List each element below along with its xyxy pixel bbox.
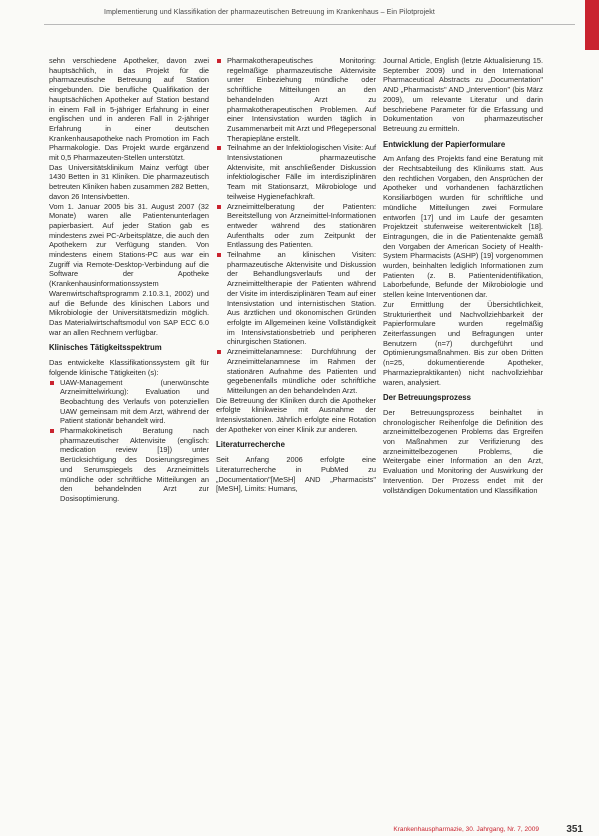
paragraph: Der Betreuungsprozess beinhaltet in chronologischer Reihenfolge die Definition des arzneimittelbezogenen Problems das Ergreifen von Maßnahmen zur Verifizierung des arzneimittelbezogenen Problems, die Weitergabe einer Information an den Arzt, Evaluation und Monitoring der Auswirkung der Intervention. Der Prozess endet mit der vollständigen Dokumentation und Klassifikation xyxy=(383,407,543,495)
paragraph: sehn verschiedene Apotheker, davon zwei hauptsächlich, in das Projekt für die pharmazeutische Betreuung auf Station eingebunden. Die berufliche Qualifikation der hauptsächlichen Apotheker auf Station bestand in einem Fall in 5-jähriger Erfahrung in einer englischen und in anderen Fall in 2-jähriger Erfahrung in einer deutschen Krankenhausapotheke nach Promotion im Fach Pharmakologie. Das Projekt wurde ergänzend mit 0,5 Pharmazeuten-Stellen unterstützt. xyxy=(49,56,209,163)
paragraph: Seit Anfang 2006 erfolgte eine Literaturrecherche in PubMed zu „Documentation"[MeSH] AND „Pharmacists"[MeSH], Limits: Humans, xyxy=(216,455,376,494)
bullet-list xyxy=(216,56,376,396)
page-footer xyxy=(0,826,599,836)
text-column-1 xyxy=(49,56,209,504)
paragraph: Das entwickelte Klassifikationssystem gilt für folgende klinische Tätigkeiten (s): xyxy=(49,358,209,377)
section-heading: Entwicklung der Papierformulare xyxy=(383,139,506,149)
list-item: Pharmakokinetisch Beratung nach pharmazeutischer Aktenvisite (englisch: medication review [19]) unter Berücksichtigung des Dosierungsregimes und Serumspiegels des Arzneimittels mündliche oder schriftliche Mitteilungen an den behandelnden Arzt zur Dosisoptimierung. xyxy=(49,426,209,504)
journal-citation: Krankenhauspharmazie, 30. Jahrgang, Nr. 7, 2009 xyxy=(393,826,539,833)
paragraph: Das Universitätsklinikum Mainz verfügt über 1430 Betten in 31 Kliniken. Die pharmazeutisch betreuten Kliniken haben zusammen 282 Betten, davon 26 Intensivbetten. xyxy=(49,162,209,201)
section-tab-marker xyxy=(585,0,599,50)
list-item: Teilnahme an klinischen Visiten: pharmazeutische Aktenvisite und Diskussion der Behandlungsverlaufs und der Arzneimitteltherapie der Patienten während der Visite im interdisziplinären Team auf einer Intensivstation und internistischen Station. Aus ärztlichen und ökonomischen Gründen erfolgte im Allgemeinen keine Vollständigkeit im Intensivstationsbetrieb und peripheren chirurgischen Stationen. xyxy=(216,250,376,347)
page-number: 351 xyxy=(566,824,583,835)
paragraph: Journal Article, English (letzte Aktualisierung 15. September 2009) und in den International Pharmaceutical Abstracts zu „Documentation" AND „Pharmacists" AND „Intervention" (bis März 2009), um relevante Literatur und darin beschriebene Parameter für die Erfassung und Dokumentation von pharmazeutischer Betreuung zu ermitteln. xyxy=(383,56,543,133)
paragraph: Zur Ermittlung der Übersichtlichkeit, Strukturiertheit und Nachvollziehbarkeit der Papierformulare wurden regelmäßig Zeiterfassungen und Befragungen unter Benutzern (n=7) durchgeführt und Optimierungsmaßnahmen. Bis zur oben Dritten (n=25, dokumentierende Apotheker, Pharmaziepraktikanten) nicht nachvollziehbar waren, analysiert. xyxy=(383,299,543,387)
paragraph: Vom 1. Januar 2005 bis 31. August 2007 (32 Monate) waren alle Patientenunterlagen papierbasiert. Auf jeder Station gab es mindestens zwei PC-Arbeitsplätze, die auch den Apothekern zur Verfügung standen. Von mindestens einem Stations-PC aus war ein Zugriff via Remote-Desktop-Verbindung auf die Software der Apotheke (Krankenhausinformationssystem Warenwirtschaftsprogramm 2.10.3.1, 2002) und auf die Befunde des klinischen Labors und Mikrobiologie der Universitätsmedizin möglich. Das Materialwirtschaftsmodul von SAP ECC 6.0 war an allen Rechnern verfügbar. xyxy=(49,201,209,337)
section-heading: Klinisches Tätigkeitsspektrum xyxy=(49,343,162,353)
header-rule xyxy=(44,24,575,25)
list-item: Pharmakotherapeutisches Monitoring: regelmäßige pharmazeutische Aktenvisite unter Einbeziehung mündliche oder schriftliche Mitteilungen an den behandelnden Arzt zu pharmakotherapeutischen Problemen. Auf einer Intensivstation wurden täglich in Zusammenarbeit mit Arzt und Pflegepersonal Therapiepläne erstellt. xyxy=(216,56,376,143)
section-heading: Der Betreuungsprozess xyxy=(383,393,471,403)
list-item: UAW-Management (unerwünschte Arzneimittelwirkung): Evaluation und Beobachtung des Verlaufs von potenziellen UAW gemeinsam mit dem Arzt, während der Patient stationär behandelt wird. xyxy=(49,378,209,427)
bullet-list xyxy=(49,378,209,504)
section-heading: Literaturrecherche xyxy=(216,440,285,450)
page-header xyxy=(0,0,599,40)
running-title: Implementierung und Klassifikation der pharmazeutischen Betreuung im Krankenhaus – Ein Pilotprojekt xyxy=(104,9,435,16)
text-column-3 xyxy=(383,56,543,495)
list-item: Arzneimittelberatung der Patienten: Bereitstellung von Arzneimittel-Informationen entweder während des stationären Aufenthalts oder zum Zeitpunkt der Entlassung des Patienten. xyxy=(216,202,376,251)
text-column-2 xyxy=(216,56,376,494)
paragraph: Am Anfang des Projekts fand eine Beratung mit der Rechtsabteilung des Klinikums statt. Aus den rechtlichen Vorgaben, den Ansprüchen der Apotheker und vorhandenen fachärztlichen Konsiliarbögen wurden für schriftliche und mündliche Mitteilungen zwei Formulare entworfen [17] und im Laufe der gesamten Projektzeit stufenweise weiterentwickelt [18]. Eintragungen, die in die Patientenakte gemäß den Vorgaben der American Society of Health-System Pharmacists (ASHP) [19] vorgenommen wurden, beinhalten lediglich Informationen zum Patienten (z. B. Patientenidentifikation, Laborbefunde, Befunde der Mikrobiologie und stellen keine Interventionen dar. xyxy=(383,154,543,300)
list-item: Arzneimittelanamnese: Durchführung der Arzneimittelanamnese im Rahmen der stationären Aufnahme des Patienten und gegebenenfalls mündliche oder schriftliche Mitteilungen an den behandelnden Arzt. xyxy=(216,347,376,396)
paragraph: Die Betreuung der Kliniken durch die Apotheker erfolgte klinikweise mit Ausnahme der Intensivstationen. Jährlich erfolgte eine Rotation der Apotheker von einer Klinik zur anderen. xyxy=(216,395,376,434)
list-item: Teilnahme an der Infektiologischen Visite: Auf Intensivstationen pharmazeutische Aktenvisite, mit anschließender Diskussion infektiologischer Fälle im interdisziplinären Team mit Stationsarzt, Mikrobiologe und teilweise Hygienefachkraft. xyxy=(216,143,376,201)
